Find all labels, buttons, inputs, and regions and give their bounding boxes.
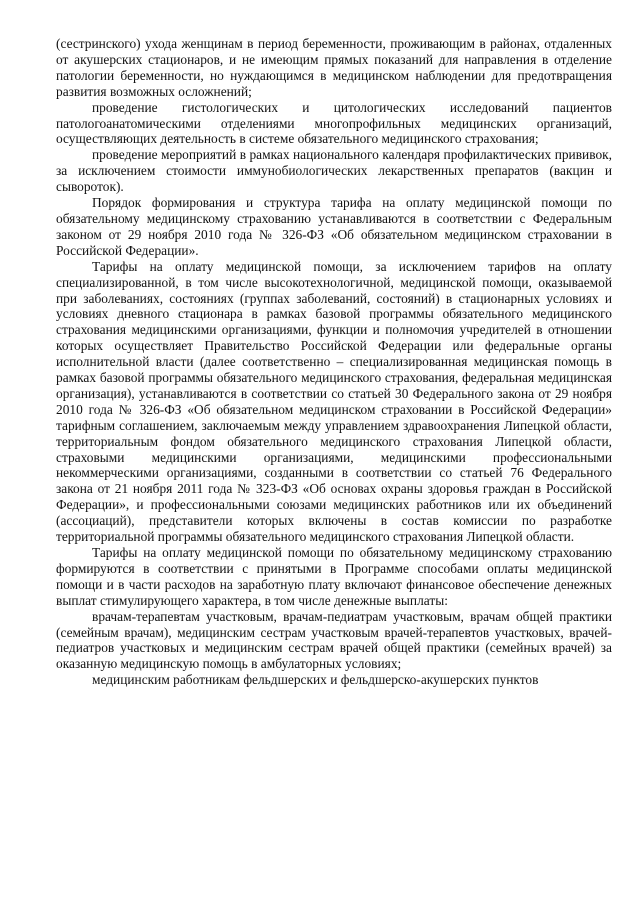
document-page: [56, 36, 612, 688]
paragraph-district-doctors: врачам-терапевтам участковым, врачам-педиатрам участковым, врачам общей практики (семейным врачам), медицинским сестрам участковым врачей-терапевтов участковых, врачей-педиатров участковых и медицинским сестрам врачей общей практики (семейных врачей) за оказанную медицинскую помощь в амбулаторных условиях;: [56, 608, 612, 672]
paragraph-vaccination-calendar: проведение мероприятий в рамках национального календаря профилактических прививок, за исключением стоимости иммунобиологических лекарственных препаратов (вакцин и сывороток).: [56, 147, 612, 195]
paragraph-tariff-structure: Порядок формирования и структура тарифа на оплату медицинской помощи по обязательному медицинскому страхованию устанавливаются в соответствии с Федеральным законом от 29 ноября 2010 года № 326-ФЗ «Об обязательном медицинском страховании в Российской Федерации».: [56, 195, 612, 258]
paragraph-tariff-formation: Тарифы на оплату медицинской помощи по обязательному медицинскому страхованию формируются в соответствии с принятыми в Программе способами оплаты медицинской помощи и в части расходов на заработную плату включают финансовое обеспечение денежных выплат стимулирующего характера, в том числе денежные выплаты:: [56, 545, 612, 608]
paragraph-prenatal-care: (сестринского) ухода женщинам в период беременности, проживающим в районах, отдаленных от акушерских стационаров, и не имеющим прямых показаний для направления в отделение патологии беременности, но нуждающимся в медицинском наблюдении для предотвращения развития возможных осложнений;: [56, 36, 612, 99]
paragraph-feldsher-staff: медицинским работникам фельдшерских и фельдшерско-акушерских пунктов: [92, 672, 539, 688]
paragraph-tariff-agreement: Тарифы на оплату медицинской помощи, за исключением тарифов на оплату специализированной, в том числе высокотехнологичной, медицинской помощи, оказываемой при заболеваниях, состояниях (группах заболеваний, состояний) в стационарных условиях и условиях дневного стационара в рамках базовой программы обязательного медицинского страхования медицинскими организациями, функции и полномочия учредителей в отношении которых осуществляет Правительство Российской Федерации или федеральные органы исполнительной власти (далее соответственно – специализированная медицинская помощь в рамках базовой программы обязательного медицинского страхования, федеральная медицинская организация), устанавливаются в соответствии со статьей 30 Федерального закона от 29 ноября 2010 года № 326-ФЗ «Об обязательном медицинском страховании в Российской Федерации» тарифным соглашением, заключаемым между управлением здравоохранения Липецкой области, территориальным фондом обязательного медицинского страхования Липецкой области, страховыми медицинскими организациями, медицинскими профессиональными некоммерческими организациями, созданными в соответствии со статьей 76 Федерального закона от 21 ноября 2011 года № 323-ФЗ «Об основах охраны здоровья граждан в Российской Федерации», и профессиональными союзами медицинских работников или их объединений (ассоциаций), представители которых включены в состав комиссии по разработке территориальной программы обязательного медицинского страхования Липецкой области.: [56, 258, 612, 545]
paragraph-histology-studies: проведение гистологических и цитологических исследований пациентов патологоанатомическими отделениями многопрофильных медицинских организаций, осуществляющих деятельность в системе обязательного медицинского страхования;: [56, 99, 612, 147]
